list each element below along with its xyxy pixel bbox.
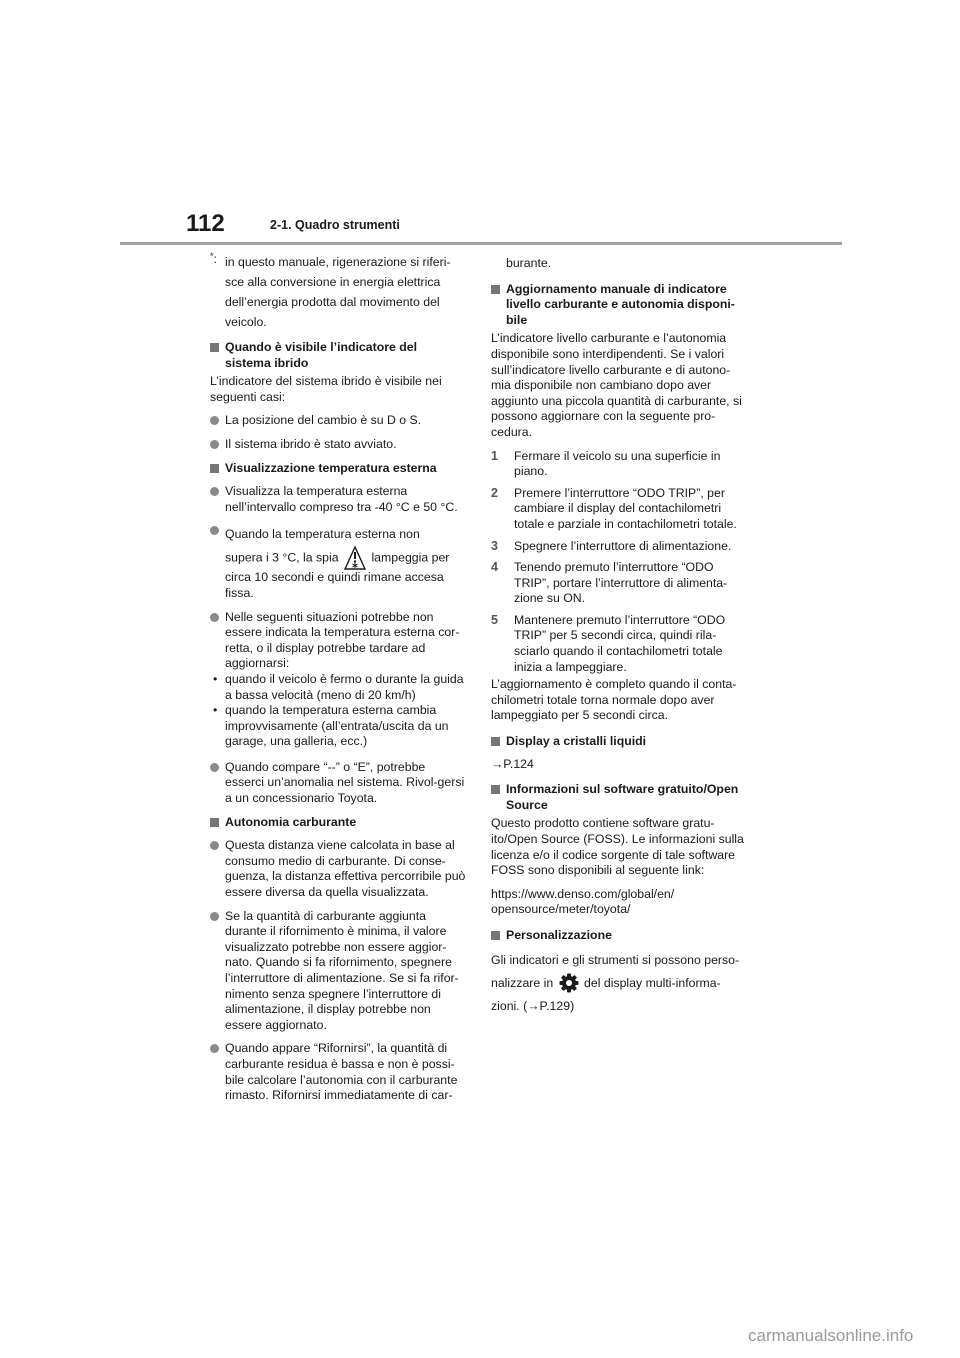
bullet-item: Questa distanza viene calcolata in base al consumo medio di carburante. Di conse-guenza, la distanza effettiva percorribile può essere diversa da quella visualizzata.: [210, 838, 466, 900]
paragraph-line: nalizzare in del display multi-informa-: [491, 972, 747, 995]
circle-bullet-icon: [210, 416, 219, 425]
bullet-item: Se la quantità di carburante aggiunta durante il rifornimento è minima, il valore visualizzato potrebbe non essere aggior-nato. Quando si fa rifornimento, spegnere l’interruttore di alimentazione. Se si fa rifor-nimento senza spegnere l’interruttore di alimentazione, il display potrebbe non essere aggiornato.: [210, 909, 466, 1034]
sub-bullet-item: • quando il veicolo è fermo o durante la guida a bassa velocità (meno di 20 km/h): [213, 671, 464, 702]
step-item: 2 Premere l’interruttore “ODO TRIP”, per cambiare il display del contachilometri totale e parziale in contachilometri totale.: [491, 485, 737, 531]
bullet-item: La posizione del cambio è su D o S.: [210, 413, 466, 429]
heading-manual-fuel-update: Aggiornamento manuale di indicatore livello carburante e autonomia disponi-bile: [491, 282, 747, 329]
footnote: [210, 252, 466, 332]
right-column: [491, 252, 747, 1018]
heading-hybrid-indicator: Quando è visibile l’indicatore del sistema ibrido: [210, 340, 466, 371]
footnote-line: in questo manuale, rigenerazione si riferi-: [225, 255, 451, 269]
sub-bullet-item: • quando la temperatura esterna cambia improvvisamente (all’entrata/uscita da un garage, una galleria, ecc.): [213, 703, 449, 749]
square-bullet-icon: [491, 737, 500, 746]
circle-bullet-icon: [210, 440, 219, 449]
page-number: 112: [186, 210, 225, 237]
foss-url-link[interactable]: https://www.denso.com/global/en/ opensource/meter/toyota/: [491, 886, 675, 917]
footnote-line: dell’energia prodotta dal movimento del: [225, 295, 440, 309]
bullet-item: Il sistema ibrido è stato avviato.: [210, 437, 466, 453]
page-reference-link[interactable]: →P.124: [491, 756, 534, 771]
step-item: 5 Mantenere premuto l’interruttore “ODO TRIP” per 5 secondi circa, quindi rila-sciarlo quando il contachilometri totale inizia a lampeggiare.: [491, 612, 726, 674]
bullet-item: Quando appare “Rifornirsi”, la quantità di carburante residua è bassa e non è possi-bile calcolare l’autonomia con il carburante rimasto. Rifornirsi immediatamente di car-: [210, 1041, 466, 1103]
page-reference-link[interactable]: zioni. (→P.129): [491, 998, 575, 1013]
heading-open-source: Informazioni sul software gratuito/Open Source: [491, 782, 747, 813]
step-item: 1 Fermare il veicolo su una superficie in piano.: [491, 448, 721, 479]
circle-bullet-icon: [210, 912, 219, 921]
paragraph: L’aggiornamento è completo quando il conta-chilometri totale torna normale dopo aver lampeggiato per 5 secondi circa.: [491, 677, 737, 723]
footnote-mark: *:: [210, 251, 217, 266]
watermark: carmanualsonline.info: [748, 1326, 914, 1345]
section-title: 2-1. Quadro strumenti: [270, 218, 400, 232]
heading-fuel-range: Autonomia carburante: [210, 815, 466, 831]
circle-bullet-icon: [210, 763, 219, 772]
square-bullet-icon: [210, 343, 219, 352]
gear-icon: [559, 973, 579, 993]
square-bullet-icon: [210, 464, 219, 473]
paragraph-line: Gli indicatori e gli strumenti si possono perso-: [491, 952, 740, 967]
ice-warning-icon: [344, 546, 366, 570]
square-bullet-icon: [491, 285, 500, 294]
paragraph: L’indicatore livello carburante e l’autonomia disponibile sono interdipendenti. Se i valori sull’indicatore livello carburante e di autono-mia disponibile non cambiano dopo aver aggiunto una piccola quantità di carburante, si possono aggiornare con la seguente pro-cedura.: [491, 331, 742, 439]
circle-bullet-icon: [210, 841, 219, 850]
circle-bullet-icon: [210, 487, 219, 496]
bullet-item: Visualizza la temperatura esterna nell’intervallo compreso tra -40 °C e 50 °C.: [210, 484, 466, 515]
continued-text: burante.: [506, 256, 552, 270]
square-bullet-icon: [210, 818, 219, 827]
heading-outside-temperature: Visualizzazione temperatura esterna: [210, 461, 466, 477]
footnote-line: sce alla conversione in energia elettrica: [225, 275, 441, 289]
step-item: 3 Spegnere l’interruttore di alimentazione.: [491, 538, 732, 553]
bullet-item: Quando la temperatura esterna non supera i 3 °C, la spia lampeggia per circa 10 secondi e quindi rimane accesa fissa.: [210, 523, 466, 601]
header-divider: [120, 242, 842, 245]
footnote-line: veicolo.: [225, 315, 267, 329]
circle-bullet-icon: [210, 1044, 219, 1053]
square-bullet-icon: [491, 931, 500, 940]
left-column: [210, 252, 466, 1112]
paragraph: L’indicatore del sistema ibrido è visibile nei seguenti casi:: [210, 374, 442, 404]
bullet-item: Quando compare “--” o “E”, potrebbe esserci un’anomalia nel sistema. Rivol-gersi a un concessionario Toyota.: [210, 760, 466, 807]
heading-customization: Personalizzazione: [491, 928, 747, 944]
paragraph: Questo prodotto contiene software gratu-ito/Open Source (FOSS). Le informazioni sulla licenza e/o il codice sorgente di tale software FOSS sono disponibili al seguente link:: [491, 816, 744, 878]
circle-bullet-icon: [210, 526, 219, 535]
heading-lcd: Display a cristalli liquidi: [491, 734, 747, 750]
bullet-item: Nelle seguenti situazioni potrebbe non essere indicata la temperatura esterna cor-retta, o il display potrebbe tardare ad aggiornarsi:: [210, 610, 466, 672]
square-bullet-icon: [491, 785, 500, 794]
circle-bullet-icon: [210, 613, 219, 622]
step-item: 4 Tenendo premuto l’interruttore “ODO TRIP”, portare l’interruttore di alimenta-zione su ON.: [491, 560, 728, 606]
